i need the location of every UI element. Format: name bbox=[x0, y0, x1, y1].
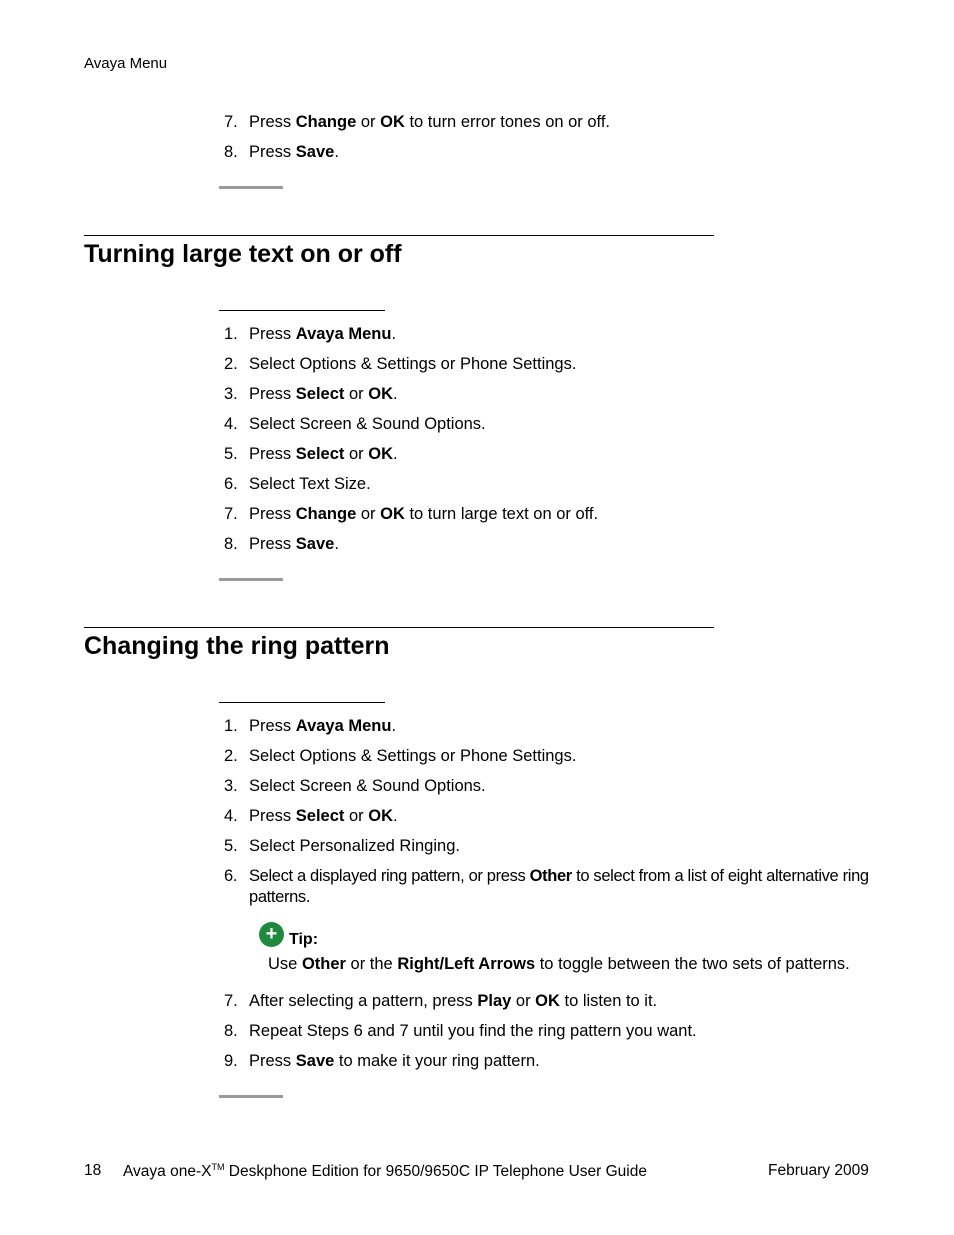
list-item: 2. Select Options & Settings or Phone Settings. bbox=[224, 355, 577, 373]
list-item: 3. Select Screen & Sound Options. bbox=[224, 777, 486, 795]
plus-circle-icon: + bbox=[259, 922, 284, 947]
page-number: 18 bbox=[84, 1162, 102, 1179]
section-end-rule bbox=[219, 578, 283, 581]
section-heading: Changing the ring pattern bbox=[84, 632, 390, 660]
list-item: 7. After selecting a pattern, press Play or OK to listen to it. bbox=[224, 992, 658, 1010]
heading-rule bbox=[84, 627, 714, 628]
heading-rule bbox=[84, 235, 714, 236]
tip-label: Tip: bbox=[289, 931, 319, 948]
list-item: 1. Press Avaya Menu. bbox=[224, 717, 397, 735]
list-item: 8. Press Save. bbox=[224, 143, 339, 161]
list-item: 5. Press Select or OK. bbox=[224, 445, 398, 463]
list-item: 6. Select Text Size. bbox=[224, 475, 371, 493]
step-number: 8. bbox=[224, 143, 238, 161]
list-item: 9. Press Save to make it your ring pattern. bbox=[224, 1052, 540, 1070]
footer-date: February 2009 bbox=[768, 1162, 869, 1179]
section-heading: Turning large text on or off bbox=[84, 240, 402, 268]
section-end-rule bbox=[219, 186, 283, 189]
tip-text: Use Other or the Right/Left Arrows to toggle between the two sets of patterns. bbox=[268, 955, 850, 973]
list-item: 3. Press Select or OK. bbox=[224, 385, 398, 403]
list-item: 4. Press Select or OK. bbox=[224, 807, 398, 825]
list-item: 4. Select Screen & Sound Options. bbox=[224, 415, 486, 433]
list-item: 6. Select a displayed ring pattern, or press Other to select from a list of eight alternative ring patterns. bbox=[224, 867, 869, 906]
list-item: 2. Select Options & Settings or Phone Settings. bbox=[224, 747, 577, 765]
list-item: 5. Select Personalized Ringing. bbox=[224, 837, 460, 855]
step-number: 7. bbox=[224, 113, 238, 131]
list-item: 7. Press Change or OK to turn large text on or off. bbox=[224, 505, 599, 523]
section-end-rule bbox=[219, 1095, 283, 1098]
procedure-rule bbox=[219, 702, 385, 703]
list-item: 7. Press Change or OK to turn error tones on or off. bbox=[224, 113, 611, 131]
running-head: Avaya Menu bbox=[84, 55, 168, 72]
list-item: 8. Press Save. bbox=[224, 535, 339, 553]
list-item: 1. Press Avaya Menu. bbox=[224, 325, 397, 343]
procedure-rule bbox=[219, 310, 385, 311]
footer-title: Avaya one-X™ Deskphone Edition for 9650/9650C IP Telephone User Guide bbox=[123, 1162, 647, 1181]
list-item: 8. Repeat Steps 6 and 7 until you find the ring pattern you want. bbox=[224, 1022, 697, 1040]
